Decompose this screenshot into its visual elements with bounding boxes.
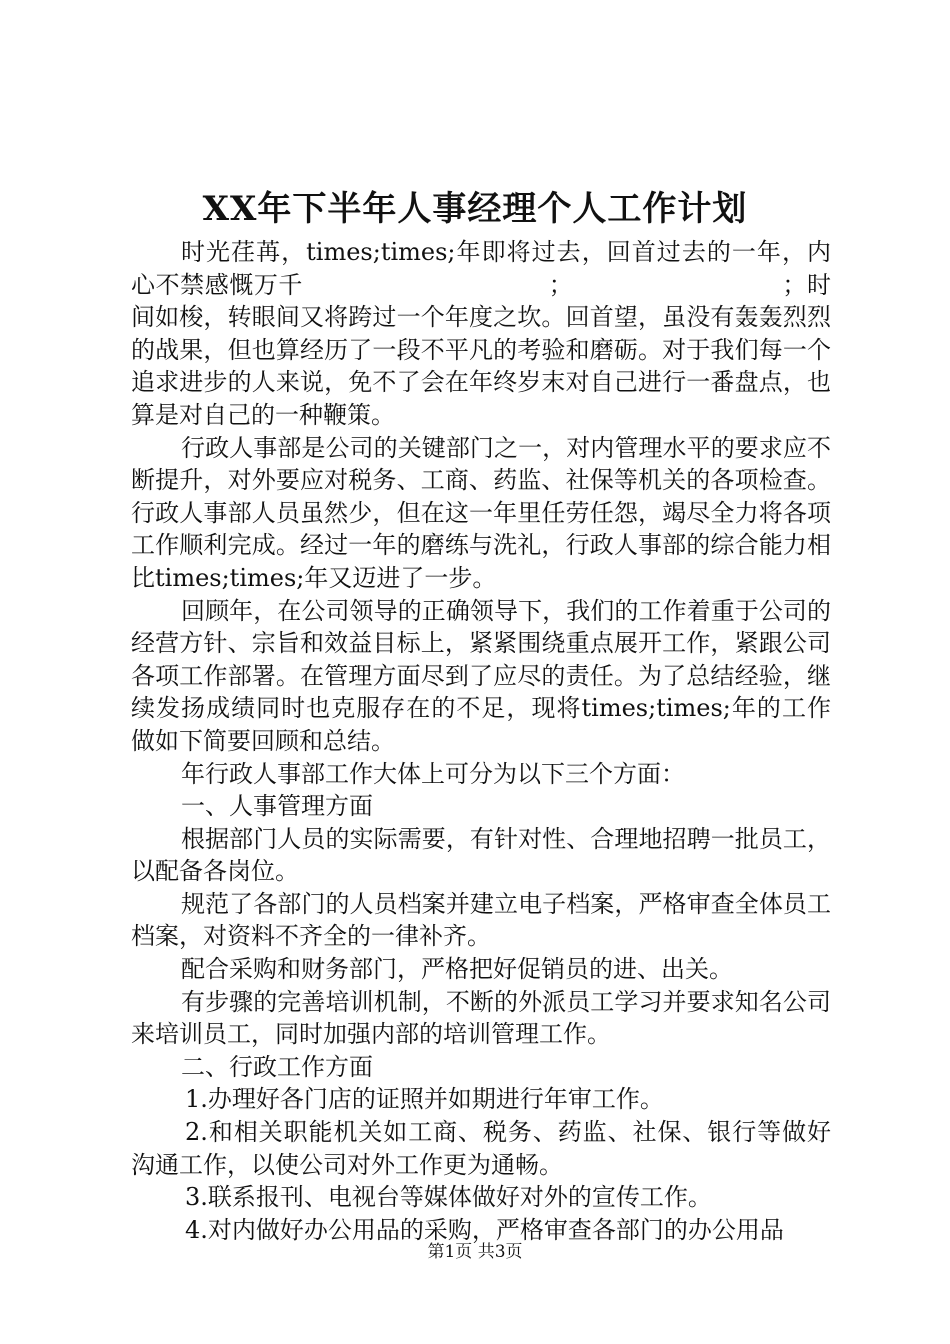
section-heading-hr: 一、人事管理方面 xyxy=(181,792,373,821)
page-footer: 第1页 共3页 xyxy=(427,1242,523,1262)
paragraph-department: 行政人事部是公司的关键部门之一，对内管理水平的要求应不断提升，对外要应对税务、工商、药监、社保等机关的各项检查。行政人事部人员虽然少，但在这一年里任劳任怨，竭尽全力将各项工作顺利完成。经过一年的磨练与洗礼，行政人事部的综合能力相比times;times;年又迈进了一步。 xyxy=(131,433,831,592)
paragraph-intro: 时光荏苒，times;times;年即将过去，回首过去的一年，内心不禁感慨万千 ； ；时间如梭，转眼间又将跨过一个年度之坎。回首望，虽没有轰轰烈烈的战果，但也算经历了一段不平凡的考验和磨砺。对于我们每一个追求进步的人来说，免不了会在年终岁末对自己进行一番盘点，也算是对自己的一种鞭策。 xyxy=(131,238,831,429)
list-item-admin-4: 4.对内做好办公用品的采购，严格审查各部门的办公用品 xyxy=(185,1215,784,1244)
section-heading-admin: 二、行政工作方面 xyxy=(181,1052,373,1081)
list-item-admin-1: 1.办理好各门店的证照并如期进行年审工作。 xyxy=(185,1085,664,1114)
document-body xyxy=(131,236,831,1246)
document-title: XX年下半年人事经理个人工作计划 xyxy=(202,189,748,229)
list-item-admin-2: 2.和相关职能机关如工商、税务、药监、社保、银行等做好沟通工作，以使公司对外工作更为通畅。 xyxy=(131,1118,831,1179)
paragraph-hr-recruit: 根据部门人员的实际需要，有针对性、合理地招聘一批员工，以配备各岗位。 xyxy=(131,824,831,886)
paragraph-hr-training: 有步骤的完善培训机制，不断的外派员工学习并要求知名公司来培训员工，同时加强内部的培训管理工作。 xyxy=(131,987,831,1049)
list-item-admin-3: 3.联系报刊、电视台等媒体做好对外的宣传工作。 xyxy=(185,1183,712,1212)
paragraph-hr-archives: 规范了各部门的人员档案并建立电子档案，严格审查全体员工档案，对资料不齐全的一律补齐。 xyxy=(131,889,831,951)
paragraph-overview: 年行政人事部工作大体上可分为以下三个方面： xyxy=(181,759,685,788)
paragraph-hr-promoters: 配合采购和财务部门，严格把好促销员的进、出关。 xyxy=(181,955,733,984)
paragraph-review: 回顾年，在公司领导的正确领导下，我们的工作着重于公司的经营方针、宗旨和效益目标上，紧紧围绕重点展开工作，紧跟公司各项工作部署。在管理方面尽到了应尽的责任。为了总结经验，继续发扬成绩同时也克服存在的不足，现将times;times;年的工作做如下简要回顾和总结。 xyxy=(131,596,831,755)
